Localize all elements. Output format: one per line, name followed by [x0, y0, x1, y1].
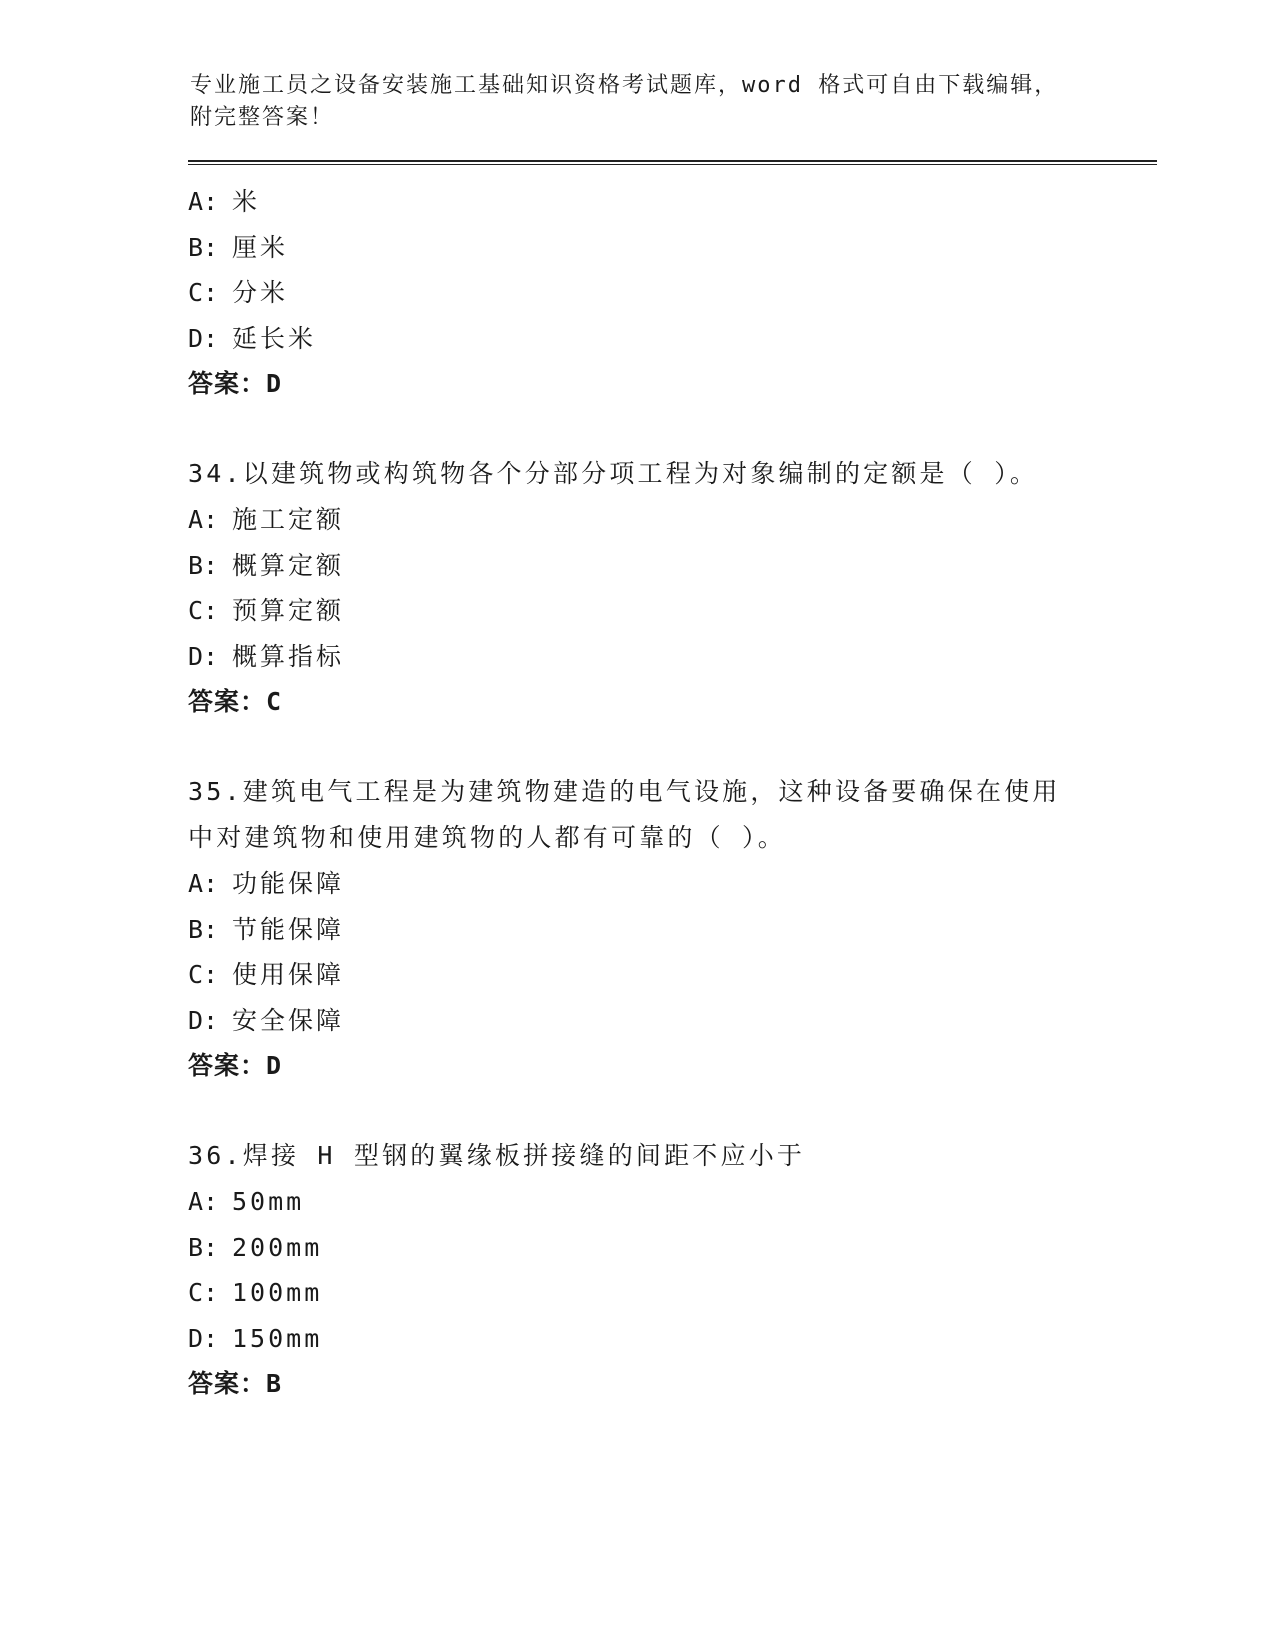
option-key: A:: [188, 505, 219, 534]
option-text: 施工定额: [232, 505, 345, 534]
option-d: [188, 1316, 1168, 1362]
option-text: 预算定额: [232, 596, 345, 625]
option-key: D:: [188, 1005, 219, 1035]
answer-line: 答案：C: [188, 687, 283, 716]
question-text-line-1: 35.建筑电气工程是为建筑物建造的电气设施，这种设备要确保在使用: [188, 777, 1061, 806]
option-key: C:: [188, 596, 219, 625]
option-b: [188, 543, 1168, 589]
option-text: 厘米: [232, 232, 289, 262]
option-a: [188, 1179, 1168, 1225]
option-b: [188, 907, 1168, 953]
header-divider: [188, 160, 1157, 165]
option-d: [188, 316, 1168, 362]
option-text: 150mm: [232, 1323, 323, 1353]
option-key: D:: [188, 1323, 219, 1353]
option-d: [188, 634, 1168, 680]
option-a: [188, 861, 1168, 907]
option-b: [188, 225, 1168, 271]
option-text: 50mm: [232, 1187, 305, 1216]
option-c: [188, 1270, 1168, 1316]
document-header: [188, 70, 1168, 134]
question-block-36: [188, 1133, 1168, 1406]
option-d: [188, 998, 1168, 1044]
question-text-line-2: 中对建筑物和使用建筑物的人都有可靠的（ ）。: [188, 823, 786, 852]
option-text: 100mm: [232, 1278, 323, 1307]
option-text: 节能保障: [232, 914, 345, 944]
option-key: B:: [188, 232, 219, 262]
option-c: [188, 952, 1168, 998]
option-b: [188, 1225, 1168, 1271]
option-key: A:: [188, 187, 219, 216]
answer-line: 答案：D: [188, 1051, 283, 1080]
option-key: C:: [188, 960, 219, 989]
option-key: B:: [188, 914, 219, 944]
option-text: 功能保障: [232, 869, 345, 898]
option-text: 200mm: [232, 1232, 323, 1262]
header-line-2: 附完整答案！: [190, 105, 335, 130]
spacer: [188, 724, 1168, 769]
question-text: 34.以建筑物或构筑物各个分部分项工程为对象编制的定额是（ ）。: [188, 459, 1039, 488]
spacer: [188, 1088, 1168, 1133]
question-text: 36.焊接 H 型钢的翼缘板拼接缝的间距不应小于: [188, 1141, 806, 1170]
option-text: 米: [232, 187, 261, 216]
question-block-34: [188, 451, 1168, 724]
option-c: [188, 270, 1168, 316]
answer-line: 答案：D: [188, 369, 283, 398]
option-text: 延长米: [232, 323, 317, 353]
question-block-35: [188, 769, 1168, 1088]
option-key: C:: [188, 278, 219, 307]
option-text: 概算定额: [232, 550, 345, 580]
option-key: A:: [188, 1187, 219, 1216]
header-line-1: 专业施工员之设备安装施工基础知识资格考试题库，word 格式可自由下载编辑，: [190, 73, 1059, 98]
option-c: [188, 588, 1168, 634]
option-key: B:: [188, 550, 219, 580]
option-text: 使用保障: [232, 960, 345, 989]
option-a: [188, 179, 1168, 225]
answer-line: 答案：B: [188, 1369, 283, 1398]
option-text: 概算指标: [232, 641, 345, 671]
option-key: A:: [188, 869, 219, 898]
option-key: D:: [188, 641, 219, 671]
option-text: 安全保障: [232, 1005, 345, 1035]
spacer: [188, 406, 1168, 451]
question-block-continued: [188, 179, 1168, 406]
option-text: 分米: [232, 278, 289, 307]
option-a: [188, 497, 1168, 543]
option-key: C:: [188, 1278, 219, 1307]
document-page: [188, 70, 1168, 1406]
option-key: D:: [188, 323, 219, 353]
option-key: B:: [188, 1232, 219, 1262]
